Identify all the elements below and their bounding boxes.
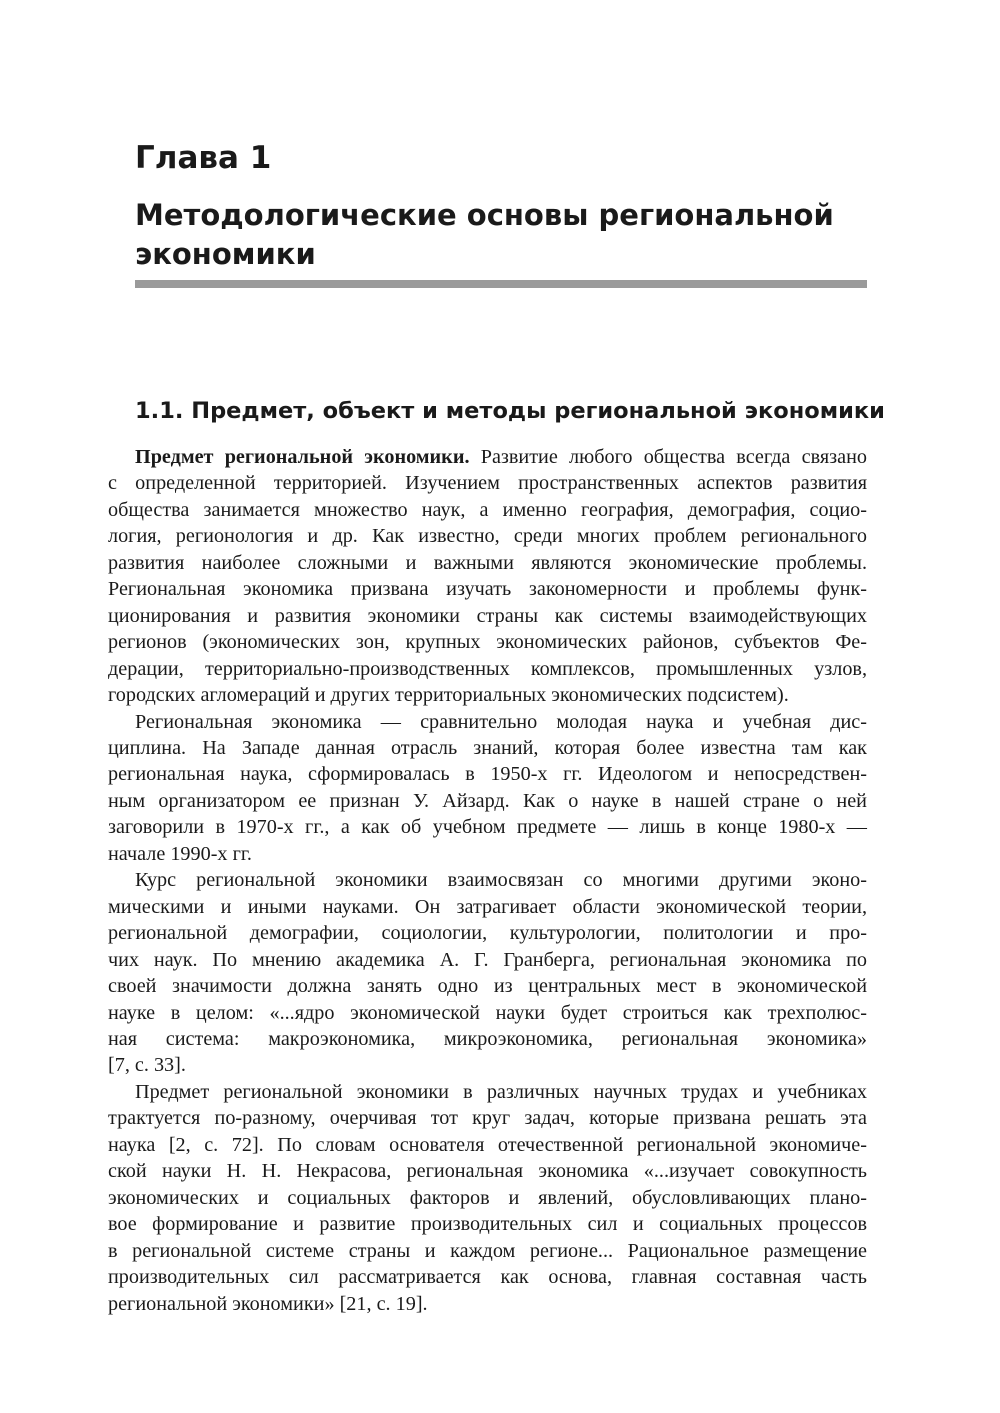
line-text: мическими и иными науками. Он затрагивает области экономической теории, [108,895,867,918]
section-title: 1.1. Предмет, объект и методы региональной экономики [135,398,885,424]
paragraph-line [108,735,867,761]
paragraph-line [108,1105,867,1131]
paragraph-line [108,497,867,523]
line-text: ской науки Н. Н. Некрасова, региональная экономика «...изучает совокупность [108,1160,867,1183]
chapter-divider [135,280,867,288]
paragraph-line [108,1132,867,1158]
paragraph-line [108,1158,867,1184]
paragraph-line [108,1000,867,1026]
paragraph-line [108,920,867,946]
paragraph-line [108,947,867,973]
paragraph-line [108,709,867,735]
paragraph-line [108,814,867,840]
paragraph [108,867,867,1079]
line-text: Региональная экономика призвана изучать закономерности и проблемы функ- [108,578,867,601]
line-text: экономических и социальных факторов и явлений, обусловливающих плано- [108,1186,867,1209]
line-text: логия, регионология и др. Как известно, среди многих проблем регионального [108,525,867,548]
line-text: ная система: макроэкономика, микроэкономика, региональная экономика» [108,1027,867,1050]
line-text: наука [2, с. 72]. По словам основателя отечественной региональной экономиче- [108,1133,867,1156]
paragraph-line [108,470,867,496]
chapter-label: Глава 1 [135,140,272,176]
line-text: трактуется по-разному, очерчивая тот круг задач, которые призвана решать эта [108,1107,867,1130]
paragraph-line [108,1238,867,1264]
paragraph [108,444,867,709]
paragraph-line [108,1291,867,1317]
paragraph-line [108,1079,867,1105]
paragraph-line [108,1026,867,1052]
paragraph-line [108,867,867,893]
line-text: общества занимается множество наук, а именно география, демография, социо- [108,498,867,521]
paragraph-line [108,603,867,629]
line-text: циплина. На Западе данная отрасль знаний, которая более известна там как [108,736,867,759]
paragraph-line [108,894,867,920]
line-text: городских агломераций и других территориальных экономических подсистем). [108,684,789,707]
line-text: науке в целом: «...ядро экономической науки будет строиться как трехполюс- [108,1001,867,1024]
line-text: дерации, территориально-производственных комплексов, промышленных узлов, [108,657,867,680]
line-text: развития наиболее сложными и важными являются экономические проблемы. [108,551,867,574]
paragraph-line [108,761,867,787]
line-text: региональной экономики» [21, с. 19]. [108,1292,428,1315]
line-text: ционирования и развития экономики страны как системы взаимодействующих [108,604,867,627]
paragraph-line [108,576,867,602]
line-text: Курс региональной экономики взаимосвязан со многими другими эконо- [135,869,867,892]
line-text: чих наук. По мнению академика А. Г. Гранберга, региональная экономика по [108,948,867,971]
paragraph-line [108,629,867,655]
paragraph-line [108,444,867,470]
line-text: региональная наука, сформировалась в 1950-х гг. Идеологом и непосредствен- [108,763,867,786]
paragraph-lead: Предмет региональной экономики. [135,446,470,468]
paragraph-line [108,973,867,999]
line-text: начале 1990-х гг. [108,842,252,865]
paragraph-line [108,841,867,867]
paragraph-line [108,550,867,576]
line-text: в региональной системе страны и каждом регионе... Рациональное размещение [108,1239,867,1262]
line-text: вое формирование и развитие производительных сил и социальных процессов [108,1213,867,1236]
line-text: с определенной территорией. Изучением пространственных аспектов развития [108,472,867,495]
paragraph-line [108,1052,867,1078]
line-text: ным организатором ее признан У. Айзард. Как о науке в нашей стране о ней [108,789,867,812]
line-text: [7, с. 33]. [108,1054,186,1077]
line-text: региональной демографии, социологии, культурологии, политологии и про- [108,922,867,945]
chapter-title: Методологические основы региональной экономики [135,198,834,271]
body-text [108,444,867,1317]
line-text: Предмет региональной экономики в различных научных трудах и учебниках [135,1080,867,1103]
line-text: своей значимости должна занять одно из центральных мест в экономической [108,975,867,998]
line-text: заговорили в 1970-х гг., а как об учебном предмете — лишь в конце 1980-х — [108,816,867,839]
paragraph-line [108,1264,867,1290]
paragraph-line [108,788,867,814]
paragraph-line [108,656,867,682]
paragraph [108,1079,867,1317]
paragraph-line [108,523,867,549]
line-text: Развитие любого общества всегда связано [469,446,867,468]
line-text: Региональная экономика — сравнительно молодая наука и учебная дис- [135,710,867,733]
line-text: регионов (экономических зон, крупных экономических районов, субъектов Фе- [108,631,867,654]
paragraph-line [108,682,867,708]
paragraph-line [108,1211,867,1237]
paragraph-line [108,1185,867,1211]
paragraph [108,709,867,868]
line-text: производительных сил рассматривается как основа, главная составная часть [108,1266,867,1289]
